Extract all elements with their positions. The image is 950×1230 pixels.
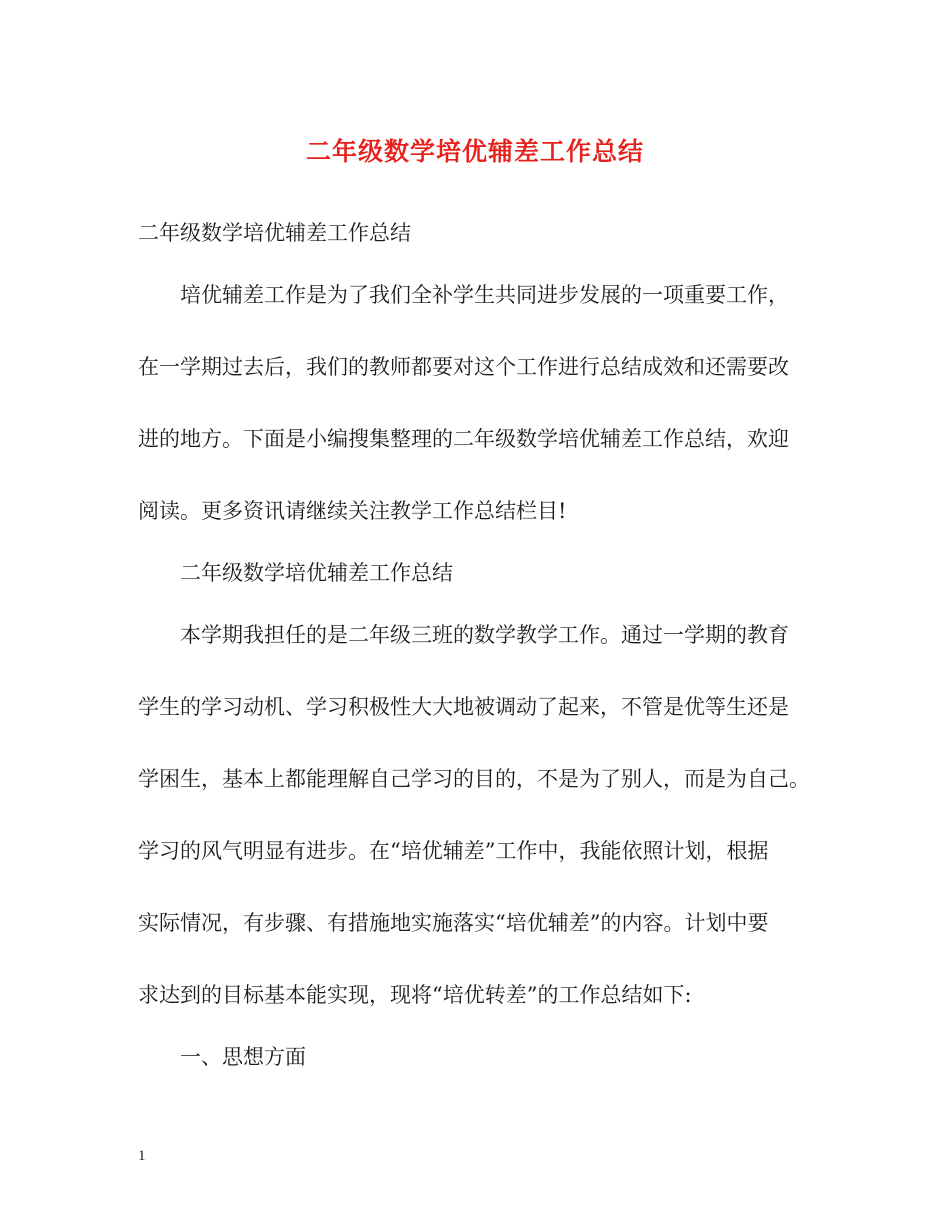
paragraph-line: 实际情况，有步骤、有措施地实施落实“培优辅差”的内容。计划中要 [138,911,769,935]
paragraph-line: 学生的学习动机、学习积极性大大地被调动了起来，不管是优等生还是 [138,695,789,719]
document-title: 二年级数学培优辅差工作总结 [305,137,644,166]
paragraph-line: 阅读。更多资讯请继续关注教学工作总结栏目! [138,499,567,523]
section-heading: 二年级数学培优辅差工作总结 [180,561,453,585]
page-number: 1 [138,1148,146,1164]
paragraph-line: 在一学期过去后，我们的教师都要对这个工作进行总结成效和还需要改 [138,355,789,379]
paragraph-line: 学习的风气明显有进步。在“培优辅差”工作中，我能依照计划，根据 [138,839,769,863]
section-heading: 一、思想方面 [180,1045,306,1069]
paragraph-line: 进的地方。下面是小编搜集整理的二年级数学培优辅差工作总结，欢迎 [138,427,789,451]
subtitle-line: 二年级数学培优辅差工作总结 [138,221,411,245]
paragraph-line: 培优辅差工作是为了我们全补学生共同进步发展的一项重要工作， [180,283,789,307]
paragraph-line: 本学期我担任的是二年级三班的数学教学工作。通过一学期的教育 [180,623,789,647]
paragraph-line: 学困生，基本上都能理解自己学习的目的，不是为了别人，而是为自己。 [138,767,810,791]
paragraph-line: 求达到的目标基本能实现，现将“培优转差”的工作总结如下: [138,983,692,1007]
